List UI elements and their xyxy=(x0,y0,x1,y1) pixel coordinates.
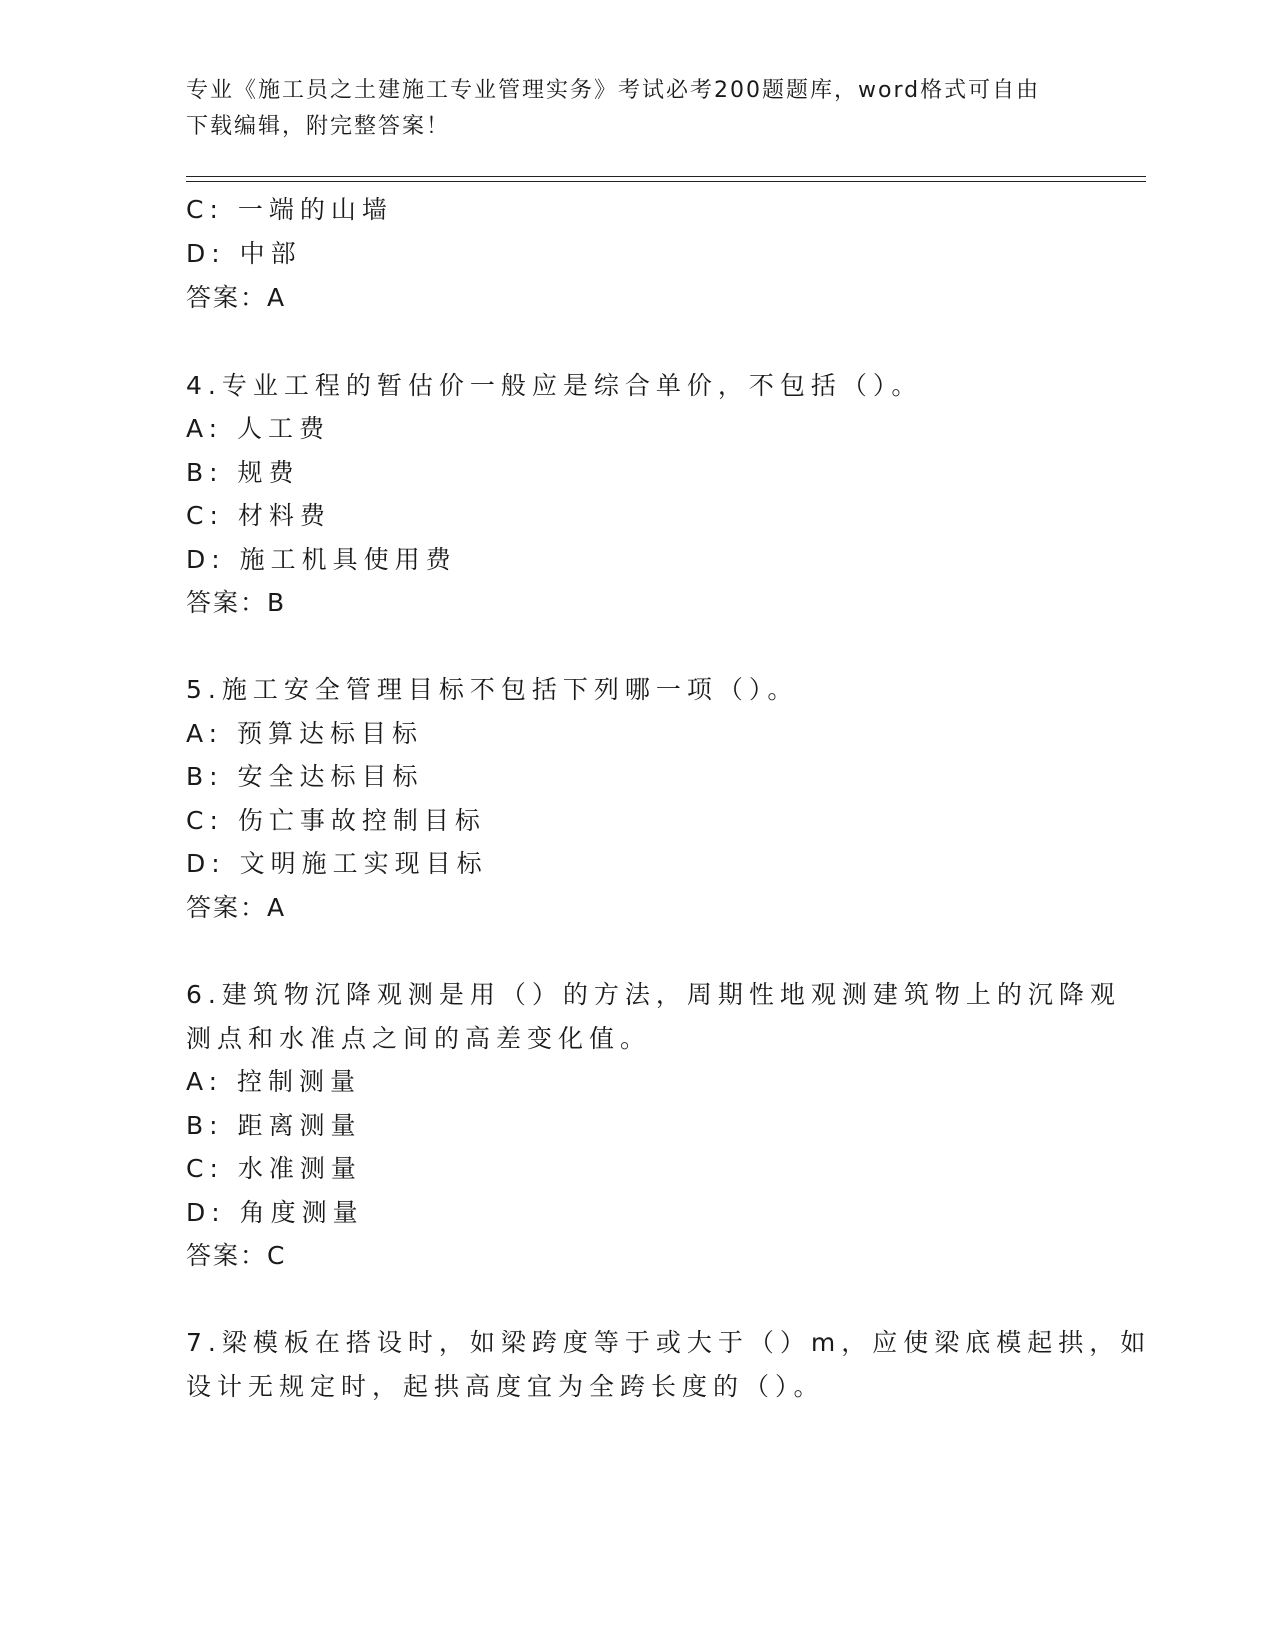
option-a-q4: A: 人工费 xyxy=(186,414,331,443)
answer-q3: 答案：A xyxy=(186,283,287,312)
question-4: 4.专业工程的暂估价一般应是综合单价，不包括（）。 xyxy=(186,371,923,400)
option-d-q4: D: 施工机具使用费 xyxy=(186,545,457,574)
option-d-q5: D: 文明施工实现目标 xyxy=(186,849,488,878)
question-7-line-2: 设计无规定时，起拱高度宜为全跨长度的（）。 xyxy=(186,1372,825,1401)
option-a-q5: A: 预算达标目标 xyxy=(186,719,424,748)
question-5: 5.施工安全管理目标不包括下列哪一项（）。 xyxy=(186,675,799,704)
option-d-q6: D: 角度测量 xyxy=(186,1198,364,1227)
question-7-line-1: 7.梁模板在搭设时，如梁跨度等于或大于（）m，应使梁底模起拱，如 xyxy=(186,1328,1152,1357)
answer-q5: 答案：A xyxy=(186,893,287,922)
option-c-q3: C: 一端的山墙 xyxy=(186,195,393,224)
header-title-line-1: 专业《施工员之土建施工专业管理实务》考试必考200题题库，word格式可自由 xyxy=(186,78,1041,103)
header-title-line-2: 下载编辑，附完整答案！ xyxy=(186,114,451,139)
option-b-q4: B: 规费 xyxy=(186,458,300,487)
header-divider-bottom xyxy=(186,181,1146,182)
answer-q4: 答案：B xyxy=(186,588,287,617)
question-6-line-1: 6.建筑物沉降观测是用（）的方法，周期性地观测建筑物上的沉降观 xyxy=(186,980,1121,1009)
option-c-q4: C: 材料费 xyxy=(186,501,331,530)
option-d-q3: D: 中部 xyxy=(186,239,302,268)
option-b-q6: B: 距离测量 xyxy=(186,1111,362,1140)
document-header xyxy=(186,73,1066,145)
option-c-q6: C: 水准测量 xyxy=(186,1154,362,1183)
option-c-q5: C: 伤亡事故控制目标 xyxy=(186,806,486,835)
answer-q6: 答案：C xyxy=(186,1241,287,1270)
header-divider-top xyxy=(186,176,1146,177)
question-6-line-2: 测点和水准点之间的高差变化值。 xyxy=(186,1024,652,1053)
option-a-q6: A: 控制测量 xyxy=(186,1067,362,1096)
option-b-q5: B: 安全达标目标 xyxy=(186,762,424,791)
